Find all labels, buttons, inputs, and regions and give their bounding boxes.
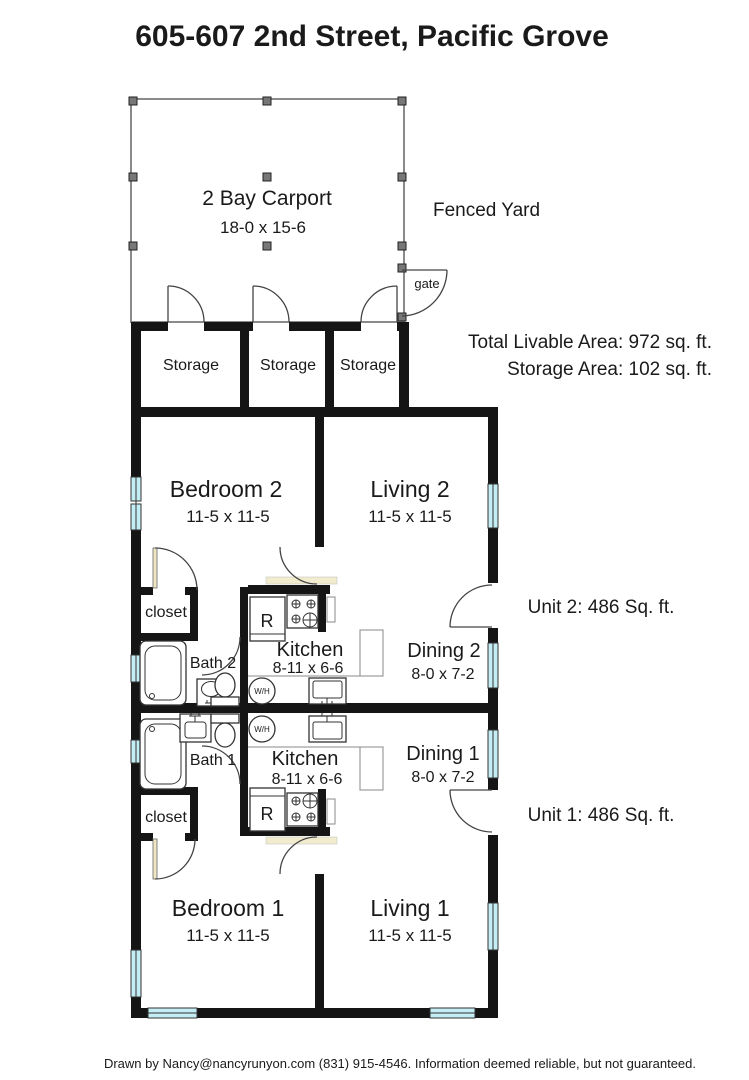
post [398, 97, 406, 105]
wall [248, 585, 330, 594]
toilet-icon [215, 673, 235, 697]
wall [318, 594, 326, 632]
storage-label-2: Storage [259, 357, 317, 374]
toilet-tank [211, 697, 239, 706]
unit2-area-label: Unit 2: 486 Sq. ft. [527, 597, 675, 618]
storage-label-3: Storage [339, 357, 397, 374]
bathtub-icon [140, 719, 186, 789]
room-labels [145, 332, 712, 945]
wall [488, 835, 498, 903]
page-title: 605-607 2nd Street, Pacific Grove [135, 20, 609, 53]
dining2-label: Dining 2 [407, 640, 481, 662]
closet2-label: closet [145, 604, 187, 621]
bath2-label: Bath 2 [189, 655, 237, 672]
bedroom2-dims: 11-5 x 11-5 [186, 507, 270, 526]
wall [185, 833, 198, 841]
wall [140, 587, 153, 595]
stove-icon [287, 595, 318, 628]
toilet-icon [215, 723, 235, 747]
wall [488, 950, 498, 1017]
wall [131, 763, 141, 950]
wall [140, 633, 198, 641]
entry-door-arc [450, 790, 492, 832]
gate-post [398, 313, 406, 321]
footer-credit: Drawn by Nancy@nancyrunyon.com (831) 915-4546. Information deemed reliable, but not guaranteed. [103, 1056, 697, 1071]
closet1-label: closet [145, 809, 187, 826]
carport-label: 2 Bay Carport [202, 187, 332, 210]
dining1-label: Dining 1 [406, 743, 480, 765]
wall [204, 322, 253, 331]
kitchen1-label: Kitchen [271, 748, 339, 770]
kitchen1-dims: 8-11 x 6-6 [271, 771, 343, 788]
toilet-tank [211, 714, 239, 723]
living1-label: Living 1 [370, 895, 450, 921]
post [129, 97, 137, 105]
wall [289, 322, 361, 331]
post [129, 242, 137, 250]
post [398, 242, 406, 250]
water-heater-label: W/H [254, 725, 270, 734]
wall [131, 530, 141, 655]
bedroom1-dims: 11-5 x 11-5 [186, 926, 270, 945]
counter [327, 597, 335, 622]
dining1-dims: 8-0 x 7-2 [411, 769, 475, 786]
wall [240, 587, 248, 703]
unit1-area-label: Unit 1: 486 Sq. ft. [527, 805, 675, 826]
wall [131, 322, 141, 415]
wall [397, 322, 409, 331]
door-swing-arc [155, 548, 197, 590]
bedroom1-label: Bedroom 1 [171, 895, 285, 921]
total-livable-area: Total Livable Area: 972 sq. ft. [468, 332, 712, 353]
wall [131, 407, 141, 477]
dining2-dims: 8-0 x 7-2 [411, 666, 475, 683]
wall [131, 1008, 148, 1018]
wall [488, 778, 498, 790]
wall [240, 713, 248, 836]
water-heater-label: W/H [254, 687, 270, 696]
wall [315, 416, 324, 547]
bath1-label: Bath 1 [189, 752, 237, 769]
gate-label: gate [414, 276, 440, 291]
door-leaf [153, 839, 157, 879]
wall [488, 628, 498, 643]
carport-dims: 18-0 x 15-6 [220, 218, 306, 237]
door-swing-arc [155, 839, 195, 879]
refrigerator-label: R [260, 611, 274, 631]
counter [327, 799, 335, 824]
post [263, 242, 271, 250]
yard [402, 200, 540, 316]
door-swing-arc [253, 286, 289, 322]
wall [325, 331, 334, 411]
bedroom2-label: Bedroom 2 [169, 476, 283, 502]
post [263, 173, 271, 181]
wall [185, 587, 198, 595]
wall [475, 1008, 498, 1018]
wall [315, 874, 324, 1008]
entry-door-arc [450, 585, 492, 627]
storage-label-1: Storage [162, 357, 220, 374]
wall [488, 407, 498, 484]
kitchen2-dims: 8-11 x 6-6 [272, 660, 344, 677]
fenced-yard-label: Fenced Yard [433, 200, 541, 221]
wall [131, 407, 498, 417]
wall [318, 789, 326, 829]
stove-icon [287, 793, 318, 826]
door-swing-arc [361, 286, 397, 322]
post [129, 173, 137, 181]
living1-dims: 11-5 x 11-5 [368, 926, 452, 945]
counter-peninsula [360, 747, 383, 790]
post [263, 97, 271, 105]
storage-area: Storage Area: 102 sq. ft. [507, 359, 712, 380]
living2-label: Living 2 [370, 476, 450, 502]
refrigerator-label: R [260, 804, 274, 824]
wall [140, 833, 153, 841]
counter-peninsula [360, 630, 383, 676]
post [398, 173, 406, 181]
wall [197, 1008, 430, 1018]
kitchen2-label: Kitchen [276, 639, 344, 661]
wall [240, 331, 249, 411]
door-swing-arc [168, 286, 204, 322]
gate-post [398, 264, 406, 272]
living2-dims: 11-5 x 11-5 [368, 507, 452, 526]
wall [190, 795, 198, 835]
wall [488, 528, 498, 583]
door-leaf [153, 548, 157, 588]
wall [399, 331, 409, 411]
